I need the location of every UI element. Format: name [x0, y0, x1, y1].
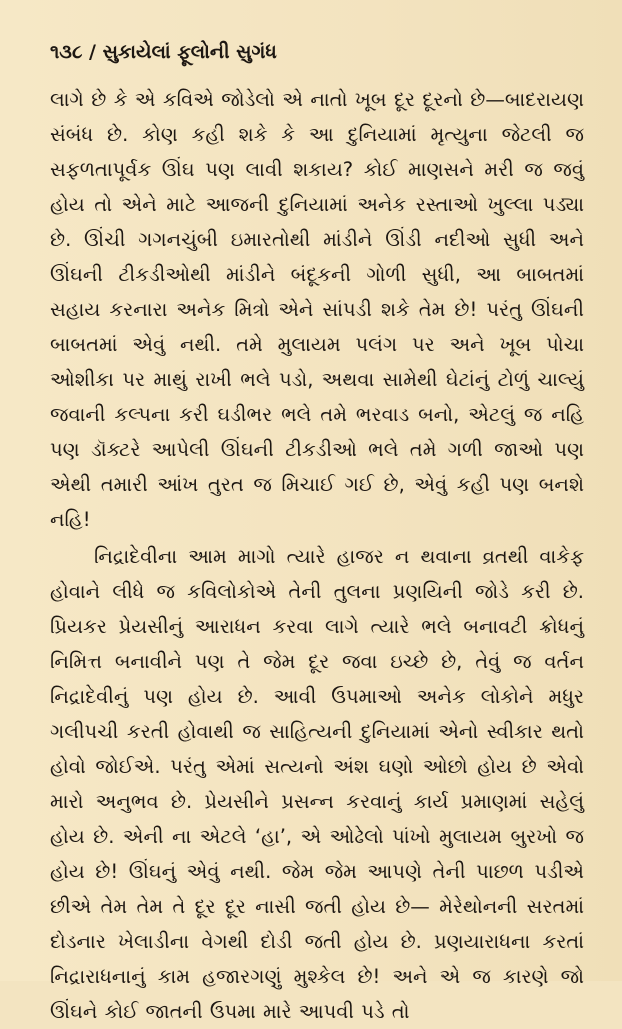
running-head: ૧૩૮ / સુકાયેલાં ફૂલોની સુગંધ	[50, 41, 277, 63]
paragraph-1: લાગે છે કે એ કવિએ જોડેલો એ નાતો ખૂબ દૂર દૂરનો છે—બાદરાયણ સંબંધ છે. કોણ કહી શકે કે આ દુનિયામાં મૃત્યુના જેટલી જ સફળતાપૂર્વક ઊંઘ પણ લાવી શકાય? કોઈ માણસને મરી જ જવું હોય તો એને માટે આજની દુનિયામાં અનેક રસ્તાઓ ખુલ્લા પડ્યા છે. ઊંચી ગગનચુંબી ઇમારતોથી માંડીને ઊંડી નદીઓ સુધી અને ઊંઘની ટીકડીઓથી માંડીને બંદૂકની ગોળી સુધી, આ બાબતમાં સહાય કરનારા અનેક મિત્રો એને સાંપડી શકે તેમ છે! પરંતુ ઊંઘની બાબતમાં એવું નથી. તમે મુલાયમ પલંગ પર અને ખૂબ પોચા ઓશીકા પર માથું રાખી ભલે પડો, અથવા સામેથી ઘેટાંનું ટોળું ચાલ્યું જવાની કલ્પના કરી ઘડીભર ભલે તમે ભરવાડ બનો, એટલું જ નહિ પણ ડૉક્ટરે આપેલી ઊંઘની ટીકડીઓ ભલે તમે ગળી જાઓ પણ એથી તમારી આંખ તુરત જ મિચાઈ ગઈ છે, એવું કહી પણ બનશે નહિ!	[50, 88, 584, 531]
paragraph-2: નિદ્રાદેવીના આમ માગો ત્યારે હાજર ન થવાના વ્રતથી વાકેફ હોવાને લીધે જ કવિલોકોએ તેની તુલના પ્રણયિની જોડે કરી છે. પ્રિયકર પ્રેયસીનું આરાધન કરવા લાગે ત્યારે ભલે બનાવટી ક્રોધનું નિમિત્ત બનાવીને પણ તે જેમ દૂર જવા ઇચ્છે છે, તેવું જ વર્તન નિદ્રાદેવીનું પણ હોય છે. આવી ઉપમાઓ અનેક લોકોને મધુર ગલીપચી કરતી હોવાથી જ સાહિત્યની દુનિયામાં એનો સ્વીકાર થતો હોવો જોઈએ. પરંતુ એમાં સત્યનો અંશ ઘણો ઓછો હોય છે એવો મારો અનુભવ છે. પ્રેયસીને પ્રસન્ન કરવાનું કાર્ય પ્રમાણમાં સહેલું હોય છે. એની ના એટલે ‘હા’, એ ઓઢેલો પાંખો મુલાયમ બુરખો જ હોય છે! ઊંઘનું એવું નથી. જેમ જેમ આપણે તેની પાછળ પડીએ છીએ તેમ તેમ તે દૂર દૂર નાસી જતી હોય છે— મેરેથોનની સરતમાં દોડનાર ખેલાડીના વેગથી દોડી જતી હોય છે. પ્રણયારાધના કરતાં નિદ્રારાધનાનું કામ હજારગણું મુશ્કેલ છે! અને એ જ કારણે જો ઊંઘને કોઈ જાતની ઉપમા મારે આપવી પડે તો	[50, 545, 584, 1023]
